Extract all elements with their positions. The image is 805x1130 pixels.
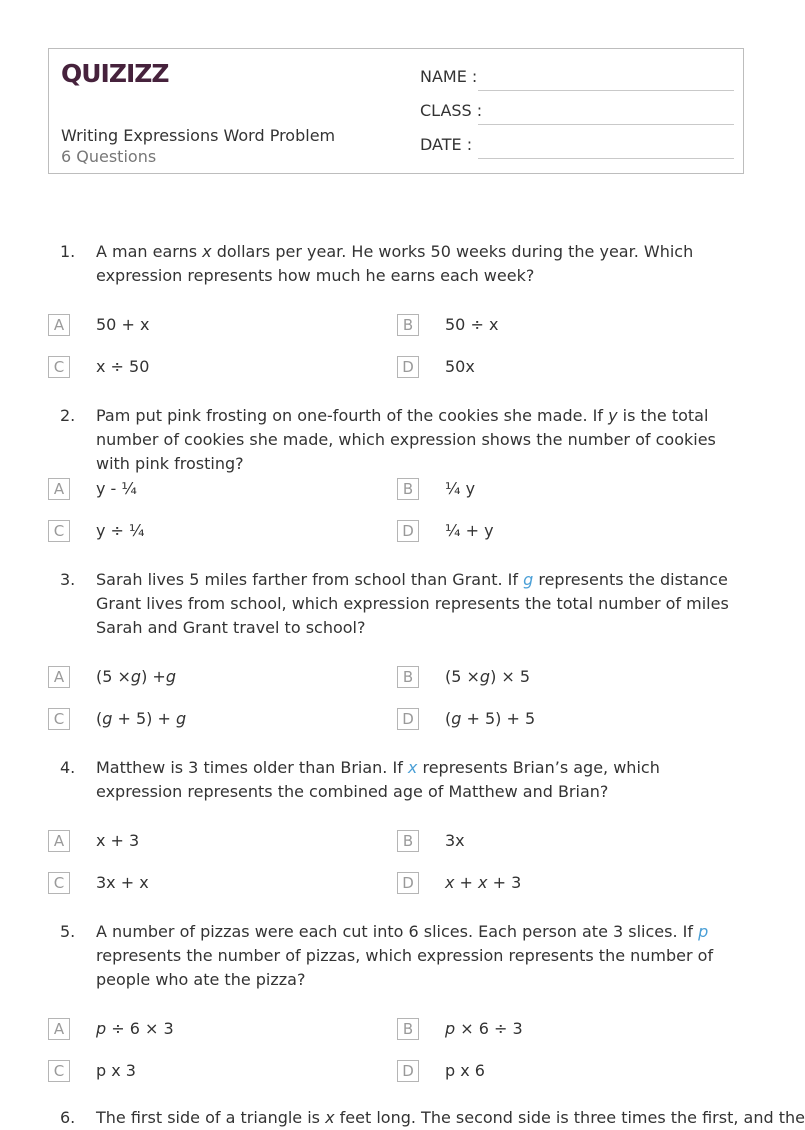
- date-line[interactable]: [478, 158, 734, 159]
- question-number: 1.: [60, 242, 76, 261]
- option-a-text: 50 + x: [96, 315, 150, 334]
- question-number: 4.: [60, 758, 76, 777]
- option-b-box[interactable]: B: [397, 830, 419, 852]
- option-a-box[interactable]: A: [48, 666, 70, 688]
- date-field[interactable]: [420, 135, 734, 159]
- class-label: CLASS :: [420, 101, 483, 120]
- question-text: A man earns x dollars per year. He works 50 weeks during the year. Which expression represents how much he earns each week?: [96, 242, 694, 285]
- option-b-text: 50 ÷ x: [445, 315, 499, 334]
- name-line[interactable]: [478, 90, 734, 91]
- option-d-box[interactable]: D: [397, 708, 419, 730]
- option-b-text: (5 ×g) × 5: [445, 667, 531, 686]
- option-b-box[interactable]: B: [397, 478, 419, 500]
- option-b-box[interactable]: B: [397, 314, 419, 336]
- option-a-box[interactable]: A: [48, 478, 70, 500]
- question-number: 3.: [60, 570, 76, 589]
- option-d-text: p x 6: [445, 1061, 485, 1080]
- option-d-box[interactable]: D: [397, 356, 419, 378]
- option-d-box[interactable]: D: [397, 520, 419, 542]
- question-number: 5.: [60, 922, 76, 941]
- date-label: DATE :: [420, 135, 473, 154]
- option-a-text: y - ¼: [96, 479, 137, 498]
- option-a-text: (5 ×g) +g: [96, 667, 176, 686]
- worksheet-header: [48, 48, 744, 174]
- option-a-text: p ÷ 6 × 3: [96, 1019, 174, 1038]
- option-c-box[interactable]: C: [48, 1060, 70, 1082]
- option-b-text: ¼ y: [445, 479, 476, 498]
- option-c-box[interactable]: C: [48, 356, 70, 378]
- option-b-text: p × 6 ÷ 3: [445, 1019, 523, 1038]
- question-count: 6 Questions: [61, 147, 157, 166]
- option-b-box[interactable]: B: [397, 666, 419, 688]
- option-a-box[interactable]: A: [48, 830, 70, 852]
- option-c-text: y ÷ ¼: [96, 521, 145, 540]
- question-text: Pam put pink frosting on one-fourth of the cookies she made. If y is the total number of cookies she made, which expression shows the number of cookies with pink frosting?: [96, 406, 716, 473]
- question-number: 2.: [60, 406, 76, 425]
- option-b-box[interactable]: B: [397, 1018, 419, 1040]
- question-number: 6.: [60, 1108, 76, 1127]
- option-d-text: (g + 5) + 5: [445, 709, 536, 728]
- option-d-text: ¼ + y: [445, 521, 494, 540]
- option-c-text: x ÷ 50: [96, 357, 150, 376]
- name-field[interactable]: [420, 67, 734, 91]
- option-a-box[interactable]: A: [48, 314, 70, 336]
- name-label: NAME :: [420, 67, 478, 86]
- option-a-box[interactable]: A: [48, 1018, 70, 1040]
- question-text: Matthew is 3 times older than Brian. If x represents Brian’s age, which expression represents the combined age of Matthew and Brian?: [96, 758, 660, 801]
- option-d-text: 50x: [445, 357, 475, 376]
- class-line[interactable]: [478, 124, 734, 125]
- question-text: Sarah lives 5 miles farther from school than Grant. If g represents the distance Grant lives from school, which expression represents the total number of miles Sarah and Grant travel to school?: [96, 570, 729, 637]
- class-field[interactable]: [420, 101, 734, 125]
- option-c-box[interactable]: C: [48, 708, 70, 730]
- option-c-text: 3x + x: [96, 873, 149, 892]
- quizizz-logo: QUIZIZZ: [61, 59, 169, 88]
- option-a-text: x + 3: [96, 831, 140, 850]
- option-c-text: (g + 5) + g: [96, 709, 187, 728]
- option-c-box[interactable]: C: [48, 872, 70, 894]
- option-b-text: 3x: [445, 831, 465, 850]
- worksheet-title: Writing Expressions Word Problem: [61, 126, 336, 145]
- option-d-text: x + x + 3: [445, 873, 522, 892]
- question-text: A number of pizzas were each cut into 6 slices. Each person ate 3 slices. If p represents the number of pizzas, which expression represents the number of people who ate the pizza?: [96, 922, 714, 989]
- option-d-box[interactable]: D: [397, 872, 419, 894]
- question-text: The first side of a triangle is x feet long. The second side is three times the first, and the: [96, 1108, 805, 1127]
- option-c-text: p x 3: [96, 1061, 136, 1080]
- option-c-box[interactable]: C: [48, 520, 70, 542]
- option-d-box[interactable]: D: [397, 1060, 419, 1082]
